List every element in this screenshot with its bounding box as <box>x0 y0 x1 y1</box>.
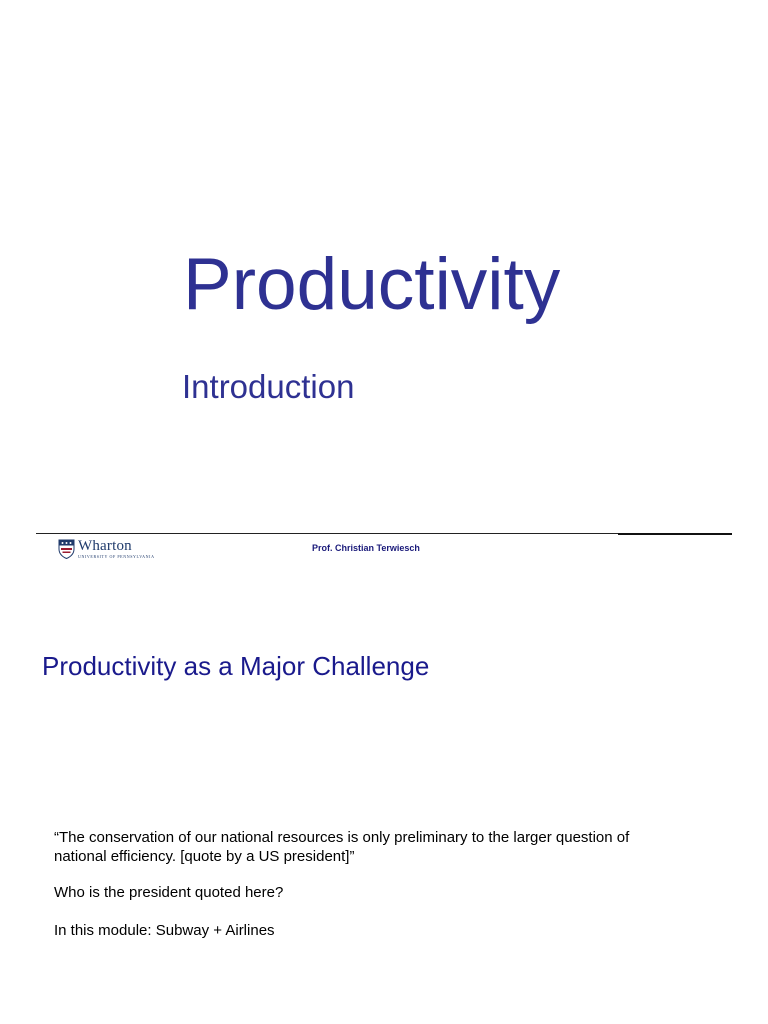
question-text: Who is the president quoted here? <box>54 884 284 901</box>
footer-author: Prof. Christian Terwiesch <box>312 543 420 553</box>
quote-line: national efficiency. [quote by a US president]” <box>54 848 355 865</box>
wharton-logo <box>58 538 155 560</box>
slide-heading: Productivity as a Major Challenge <box>42 651 430 681</box>
quote-paragraph <box>54 828 694 866</box>
quote-line: “The conservation of our national resources is only preliminary to the larger question of <box>54 829 630 846</box>
logo-subtext: UNIVERSITY OF PENNSYLVANIA <box>78 554 155 559</box>
module-text: In this module: Subway + Airlines <box>54 922 275 939</box>
logo-wordmark: Wharton <box>78 538 132 554</box>
slide-content-page <box>0 570 768 1024</box>
footer-divider-accent <box>618 533 732 535</box>
slide-title: Productivity <box>183 244 561 325</box>
shield-icon <box>58 539 75 559</box>
slide-subtitle: Introduction <box>182 368 355 405</box>
